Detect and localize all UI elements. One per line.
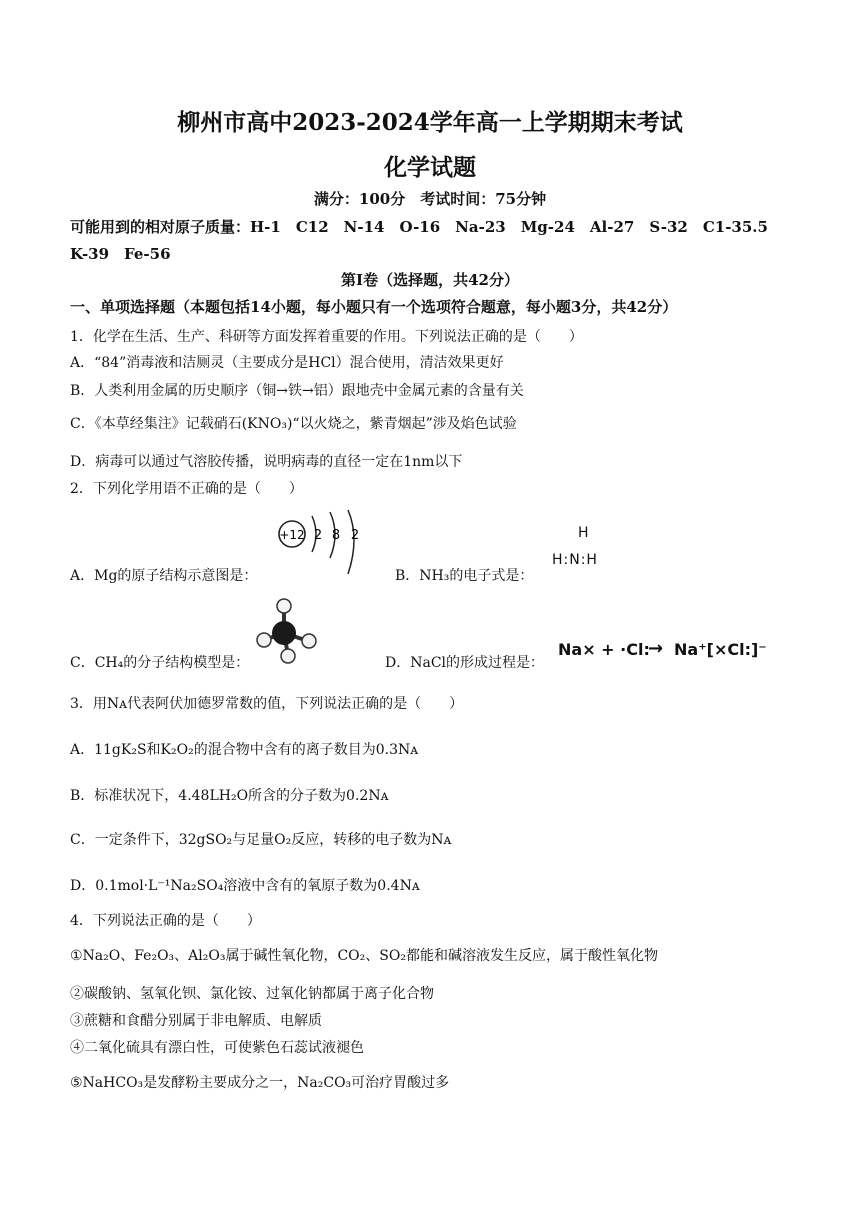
atomic-mass-line-1: 可能用到的相对原子质量：H-1 C12 N-14 O-16 Na-23 Mg-24 Al-27 S-32 C1-35.5 (70, 218, 768, 236)
nucleus-charge: +12 (279, 528, 305, 542)
q1-option-d: D．病毒可以通过气溶胶传播，说明病毒的直径一定在1nm以下 (70, 454, 463, 470)
carbon-ball (272, 621, 296, 645)
q4-statement-2: ②碳酸钠、氢氧化钡、氯化铵、过氧化钠都属于离子化合物 (70, 986, 434, 1002)
section-title: 第Ⅰ卷（选择题，共42分） (341, 271, 519, 289)
nacl-formation-process (558, 636, 788, 670)
q2-option-a: A．Mg的原子结构示意图是： (70, 568, 258, 584)
part-title: 一、单项选择题（本题包括14小题，每小题只有一个选项符合题意，每小题3分，共42分） (70, 298, 678, 316)
q1-option-a: A．“84”消毒液和洁厕灵（主要成分是HCl）混合使用，清洁效果更好 (70, 355, 504, 371)
nacl-product: Na⁺[×Cl:]⁻ (674, 640, 767, 659)
q1-stem: 1．化学在生活、生产、科研等方面发挥着重要的作用。下列说法正确的是（ ） (70, 329, 583, 345)
nacl-reactants: Na× + ·Cl: (558, 640, 650, 659)
q3-option-a: A．11gK₂S和K₂O₂的混合物中含有的离子数目为0.3Nᴀ (70, 742, 419, 758)
q4-stem: 4．下列说法正确的是（ ） (70, 913, 261, 929)
q4-statement-4: ④二氧化硫具有漂白性，可使紫色石蕊试液褪色 (70, 1040, 364, 1056)
q3-option-c: C．一定条件下，32gSO₂与足量O₂反应，转移的电子数为Nᴀ (70, 832, 452, 848)
q2-option-d: D．NaCl的形成过程是： (385, 655, 545, 671)
nh3-top-hydrogen: H (578, 525, 589, 541)
q3-option-b: B．标准状况下，4.48LH₂O所含的分子数为0.2Nᴀ (70, 788, 389, 804)
reaction-arrow: → (648, 638, 664, 659)
shell-1-count: 2 (313, 528, 323, 543)
shell-2-count: 8 (331, 528, 341, 543)
exam-subtitle: 化学试题 (384, 154, 476, 181)
hydrogen-ball (281, 649, 295, 663)
q2-option-b: B．NH₃的电子式是： (395, 568, 534, 584)
q3-stem: 3．用Nᴀ代表阿伏加德罗常数的值，下列说法正确的是（ ） (70, 696, 464, 712)
shell-3-count: 2 (350, 528, 360, 543)
atomic-mass-line-2: K-39 Fe-56 (70, 245, 171, 263)
nh3-main-row: H:N:H (552, 552, 598, 568)
hydrogen-ball (277, 599, 291, 613)
exam-info: 满分：100分 考试时间：75分钟 (313, 190, 547, 208)
nh3-electron-formula (552, 525, 622, 575)
q2-option-c: C．CH₄的分子结构模型是： (70, 655, 250, 671)
q1-option-c: C．《本草经集注》记载硝石(KNO₃)“以火烧之，紫青烟起”涉及焰色试验 (70, 416, 517, 432)
q4-statement-3: ③蔗糖和食醋分别属于非电解质、电解质 (70, 1013, 322, 1029)
hydrogen-ball (257, 633, 271, 647)
exam-title: 柳州市高中2023-2024学年高一上学期期末考试 (177, 109, 683, 136)
q2-stem: 2．下列化学用语不正确的是（ ） (70, 481, 303, 497)
q3-option-d: D．0.1mol·L⁻¹Na₂SO₄溶液中含有的氧原子数为0.4Nᴀ (70, 878, 420, 894)
hydrogen-ball (302, 634, 316, 648)
mg-atom-structure-diagram (276, 508, 366, 580)
q4-statement-5: ⑤NaHCO₃是发酵粉主要成分之一，Na₂CO₃可治疗胃酸过多 (70, 1075, 450, 1091)
q1-option-b: B．人类利用金属的历史顺序（铜→铁→铝）跟地壳中金属元素的含量有关 (70, 383, 524, 399)
ch4-ball-stick-model (254, 595, 324, 665)
q4-statement-1: ①Na₂O、Fe₂O₃、Al₂O₃属于碱性氧化物，CO₂、SO₂都能和碱溶液发生反应，属于酸性氧化物 (70, 948, 658, 964)
